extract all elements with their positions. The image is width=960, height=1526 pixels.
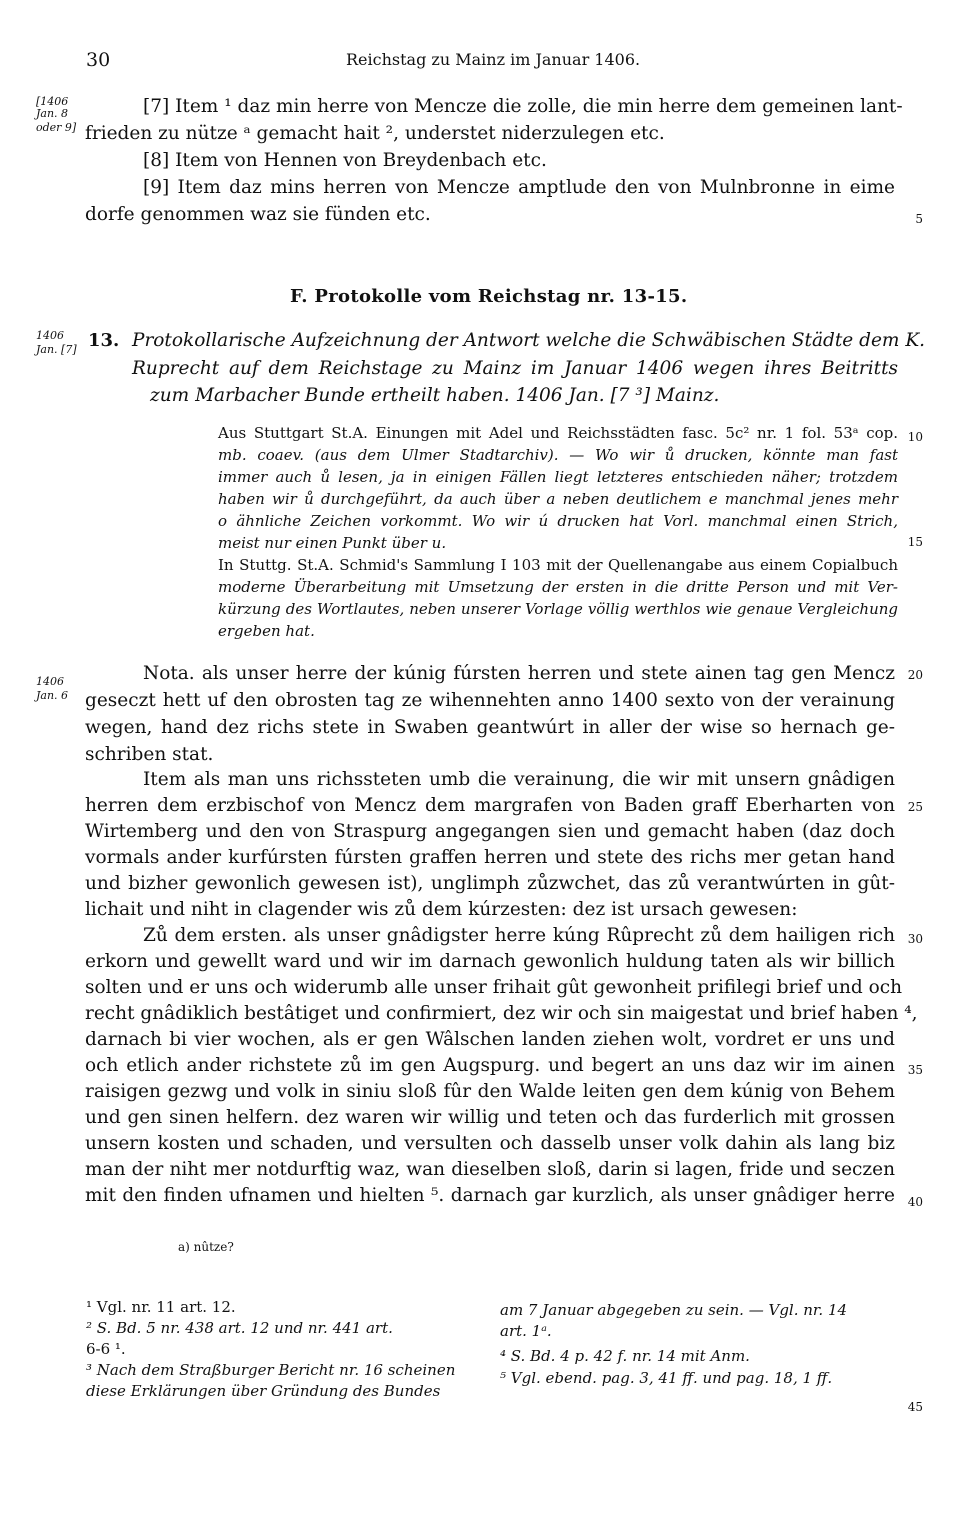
source-note-line: meist nur einen Punkt über u.	[218, 534, 447, 552]
line-number: 15	[907, 535, 923, 549]
line-number: 10	[907, 430, 923, 444]
running-title: Reichstag zu Mainz im Januar 1406.	[346, 50, 641, 69]
section-heading: F. Protokolle vom Reichstag nr. 13-15.	[290, 286, 688, 307]
document-title-line: Ruprecht auf dem Reichstage zu Mainz im Januar 1406 wegen ihres Beitritts	[132, 358, 898, 379]
text-line: [8] Item von Hennen von Breydenbach etc.	[143, 150, 547, 171]
textual-variant-note: a) nûtze?	[178, 1240, 234, 1254]
body-line: lichait und niht in clagender wis zů dem kúrzesten: dez ist ursach gewesen:	[85, 899, 798, 920]
source-note-line: o ähnliche Zeichen vorkommt. Wo wir ú drucken hat Vorl. manchmal einen Strich,	[218, 512, 898, 530]
text-line: dorfe genommen waz sie fünden etc.	[85, 204, 431, 225]
text-line: frieden zu nütze ᵃ gemacht hait ², understet niderzulegen etc.	[85, 123, 665, 144]
line-number: 30	[907, 932, 923, 946]
document-title-line: zum Marbacher Bunde ertheilt haben. 1406 Jan. [7 ³] Mainz.	[150, 385, 720, 406]
body-line: geseczt hett uf den obrosten tag ze wihennehten anno 1400 sexto von der verainung	[85, 690, 895, 711]
source-note-line: moderne Überarbeitung mit Umsetzung der ersten in die dritte Person und mit Ver-	[218, 578, 898, 596]
source-note-line: immer auch ů lesen, ja in einigen Fällen liegt letzteres entschieden näher; trotzdem	[218, 468, 898, 486]
line-number: 45	[907, 1400, 923, 1414]
margin-date: [1406	[36, 95, 69, 108]
footnote: art. 1ᵃ.	[500, 1322, 552, 1340]
body-line: unsern kosten und schaden, und versulten och dasselb unser volk dahin als lang biz	[85, 1133, 895, 1154]
body-line: man der niht mer notdurftig waz, wan dieselben sloß, darin si lagen, fride und seczen	[85, 1159, 895, 1180]
margin-date: 1406	[36, 329, 64, 342]
source-note-line: mb. coaev. (aus dem Ulmer Stadtarchiv). — Wo wir ů drucken, könnte man fast	[218, 446, 898, 464]
body-line: recht gnâdiklich bestâtiget und confirmiert, dez wir och sin maigestat und brief haben ⁴,	[85, 1003, 918, 1024]
body-line: solten und er uns och widerumb alle unser frihait gût gewonheit prifilegi brief und och	[85, 977, 903, 998]
line-number: 20	[907, 668, 923, 682]
text-line: [9] Item daz mins herren von Mencze amptlude den von Mulnbronne in eime	[143, 177, 895, 198]
line-number: 35	[907, 1063, 923, 1077]
footnote: am 7 Januar abgegeben zu sein. — Vgl. nr. 14	[500, 1301, 848, 1319]
footnote: ¹ Vgl. nr. 11 art. 12.	[86, 1298, 236, 1316]
margin-date: Jan. 6	[36, 689, 69, 702]
text-line: [7] Item ¹ daz min herre von Mencze die zolle, die min herre dem gemeinen lant-	[143, 96, 903, 117]
source-note-line: kürzung des Wortlautes, neben unserer Vorlage völlig werthlos wie genaue Vergleichung	[218, 600, 898, 618]
body-line: schriben stat.	[85, 744, 214, 765]
source-note-line: Aus Stuttgart St.A. Einungen mit Adel und Reichsstädten fasc. 5c² nr. 1 fol. 53ᵃ cop.	[218, 424, 898, 442]
body-line: raisigen gezwg und volk in siniu sloß fûr den Walde leiten gen dem kúnig von Behem	[85, 1081, 895, 1102]
footnote: diese Erklärungen über Gründung des Bundes	[86, 1382, 441, 1400]
body-line: darnach bi vier wochen, als er gen Wâlschen landen ziehen wolt, vordret er uns und	[85, 1029, 895, 1050]
body-line: mit den finden ufnamen und hielten ⁵. darnach gar kurzlich, als unser gnâdiger herre	[85, 1185, 895, 1206]
footnote: ⁴ S. Bd. 4 p. 42 f. nr. 14 mit Anm.	[500, 1347, 750, 1365]
body-line: Wirtemberg und den von Straspurg angegangen sien und gemacht haben (daz doch	[85, 821, 895, 842]
body-line: Zů dem ersten. als unser gnâdigster herre kúng Rûprecht zů dem hailigen rich	[143, 925, 895, 946]
document-title-line: Protokollarische Aufzeichnung der Antwort welche die Schwäbischen Städte dem K.	[132, 330, 926, 351]
source-note-line: In Stuttg. St.A. Schmid's Sammlung I 103 mit der Quellenangabe aus einem Copialbuch	[218, 556, 898, 574]
document-number: 13.	[88, 330, 120, 351]
body-line: Item als man uns richssteten umb die verainung, die wir mit unsern gnâdigen	[143, 769, 895, 790]
body-line: herren dem erzbischof von Mencz dem margrafen von Baden graff Eberharten von	[85, 795, 895, 816]
body-line: Nota. als unser herre der kúnig fúrsten herren und stete ainen tag gen Mencz	[143, 663, 895, 684]
footnote: 6-6 ¹.	[86, 1340, 126, 1358]
page-number: 30	[86, 49, 111, 71]
margin-date: Jan. [7]	[36, 343, 77, 356]
body-line: wegen, hand dez richs stete in Swaben geantwúrt in aller der wise so hernach ge-	[85, 717, 895, 738]
footnote: ³ Nach dem Straßburger Bericht nr. 16 scheinen	[86, 1361, 456, 1379]
line-number: 5	[915, 212, 923, 226]
source-note-line: ergeben hat.	[218, 622, 315, 640]
source-note-line: haben wir ů durchgeführt, da auch über a neben deutlichem e manchmal jenes mehr	[218, 490, 898, 508]
line-number: 25	[907, 800, 923, 814]
footnote: ⁵ Vgl. ebend. pag. 3, 41 ff. und pag. 18, 1 ff.	[500, 1369, 833, 1387]
body-line: und bizher gewonlich gewesen ist), unglimph zůzwchet, das zů verantwúrten in gût-	[85, 873, 895, 894]
body-line: erkorn und gewellt ward und wir im darnach gewonlich huldung taten als wir billich	[85, 951, 895, 972]
body-line: och etlich ander richstete zů im gen Augspurg. und begert an uns daz wir im ainen	[85, 1055, 895, 1076]
margin-date: 1406	[36, 675, 64, 688]
body-line: vormals ander kurfúrsten fúrsten graffen herren und stete des richs mer getan hand	[85, 847, 895, 868]
line-number: 40	[907, 1195, 923, 1209]
footnote: ² S. Bd. 5 nr. 438 art. 12 und nr. 441 art.	[86, 1319, 393, 1337]
margin-date: Jan. 8	[36, 107, 69, 120]
margin-date: oder 9]	[36, 121, 77, 134]
body-line: und gen sinen helfern. dez waren wir willig und teten och das furderlich mit grossen	[85, 1107, 895, 1128]
